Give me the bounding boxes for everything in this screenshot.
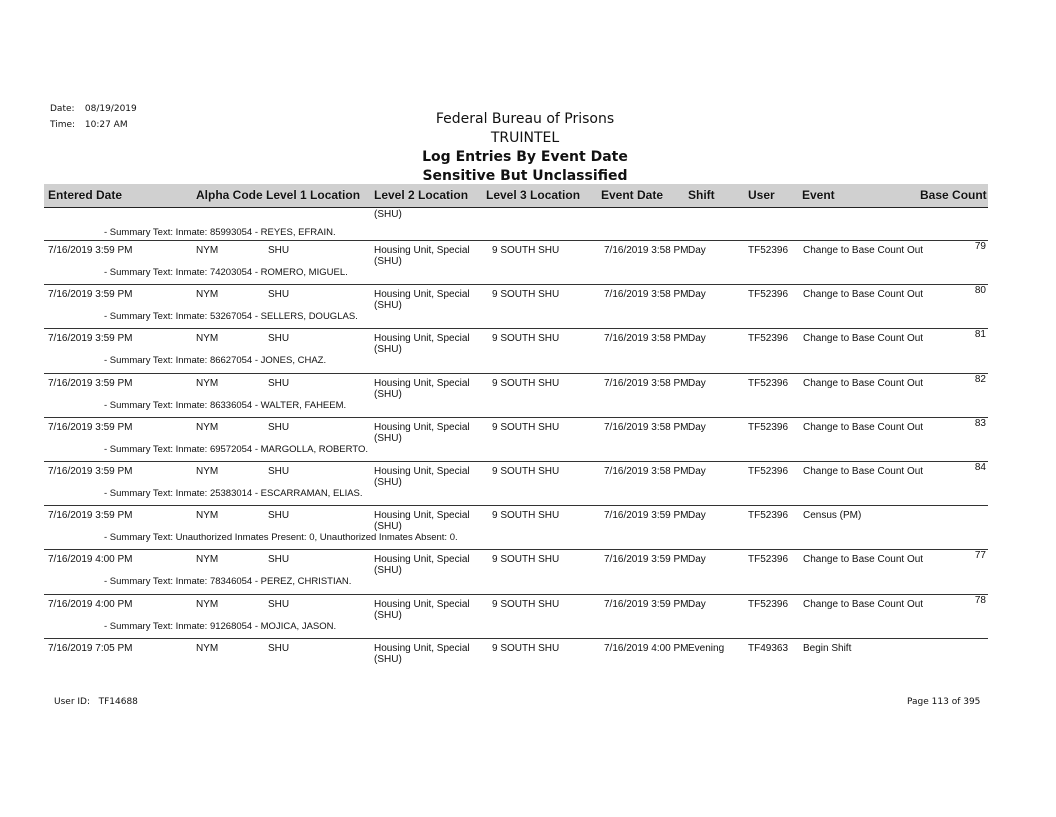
cell-event-date: 7/16/2019 3:58 PM (604, 466, 689, 477)
report-date-value: 08/19/2019 (84, 104, 137, 114)
cell-entered-date: 7/16/2019 3:59 PM (48, 422, 133, 433)
cell-level1-location: SHU (268, 422, 290, 433)
cell-base-count: 77 (974, 550, 986, 561)
cell-level3-location: 9 SOUTH SHU (492, 333, 560, 344)
cell-alpha-code: NYM (196, 422, 219, 433)
row-divider (44, 373, 988, 374)
cell-base-count: 79 (974, 241, 986, 252)
cell-level1-location: SHU (268, 289, 290, 300)
cell-level3-location: 9 SOUTH SHU (492, 643, 560, 654)
footer-user-id: TF14688 (98, 697, 138, 707)
title-classification: Sensitive But Unclassified (422, 168, 628, 184)
cell-user: TF52396 (748, 289, 789, 300)
cell-level2-location: Housing Unit, Special (SHU) (374, 554, 470, 576)
cell-user: TF52396 (748, 422, 789, 433)
row-summary: - Summary Text: Inmate: 86336054 - WALTER, FAHEEM. (104, 400, 347, 411)
table-header (44, 184, 988, 208)
col-level2: Level 2 Location (374, 188, 469, 202)
footer-user: User ID: TF14688 (54, 697, 138, 707)
cell-level3-location: 9 SOUTH SHU (492, 466, 560, 477)
cell-level3-location: 9 SOUTH SHU (492, 422, 560, 433)
cell-level1-location: SHU (268, 599, 290, 610)
cell-level2-location: Housing Unit, Special (SHU) (374, 289, 470, 311)
row-summary: - Summary Text: Inmate: 53267054 - SELLERS, DOUGLAS. (104, 311, 358, 322)
row-summary: - Summary Text: Inmate: 69572054 - MARGOLLA, ROBERTO. (104, 444, 368, 455)
cell-entered-date: 7/16/2019 3:59 PM (48, 289, 133, 300)
cell-alpha-code: NYM (196, 510, 219, 521)
cell-level1-location: SHU (268, 466, 290, 477)
cell-entered-date: 7/16/2019 3:59 PM (48, 466, 133, 477)
cell-entered-date: 7/16/2019 3:59 PM (48, 510, 133, 521)
cell-event-date: 7/16/2019 3:59 PM (604, 554, 689, 565)
cell-level1-location: SHU (268, 245, 290, 256)
cell-event-date: 7/16/2019 4:00 PM (604, 643, 689, 654)
cell-level2-location: Housing Unit, Special (SHU) (374, 466, 470, 488)
cell-alpha-code: NYM (196, 245, 219, 256)
col-base-count: Base Count (920, 188, 987, 202)
report-date: Date: 08/19/2019 (50, 104, 137, 114)
title-report-name: Log Entries By Event Date (422, 149, 628, 165)
cell-level2-location: Housing Unit, Special (SHU) (374, 422, 470, 444)
cell-base-count: 80 (974, 285, 986, 296)
row-summary: - Summary Text: Unauthorized Inmates Present: 0, Unauthorized Inmates Absent: 0. (104, 532, 458, 543)
cell-entered-date: 7/16/2019 3:59 PM (48, 245, 133, 256)
cell-base-count: 78 (974, 595, 986, 606)
row-divider (44, 505, 988, 506)
cell-entered-date: 7/16/2019 4:00 PM (48, 554, 133, 565)
cell-alpha-code: NYM (196, 599, 219, 610)
cell-shift: Day (688, 378, 706, 389)
row-divider (44, 240, 988, 241)
cell-alpha-code: NYM (196, 643, 219, 654)
cell-event-date: 7/16/2019 3:58 PM (604, 422, 689, 433)
cell-shift: Day (688, 289, 706, 300)
cell-user: TF52396 (748, 599, 789, 610)
cell-level3-location: 9 SOUTH SHU (492, 378, 560, 389)
row-divider (44, 638, 988, 639)
row-summary: - Summary Text: Inmate: 78346054 - PEREZ, CHRISTIAN. (104, 576, 352, 587)
cell-event-date: 7/16/2019 3:58 PM (604, 333, 689, 344)
cell-shift: Day (688, 554, 706, 565)
title-system: TRUINTEL (490, 130, 560, 146)
cell-level2-location: Housing Unit, Special (SHU) (374, 599, 470, 621)
row-summary: - Summary Text: Inmate: 86627054 - JONES, CHAZ. (104, 355, 327, 366)
cell-shift: Day (688, 510, 706, 521)
cell-entered-date: 7/16/2019 3:59 PM (48, 333, 133, 344)
cell-event-date: 7/16/2019 3:58 PM (604, 245, 689, 256)
row-divider (44, 417, 988, 418)
cell-alpha-code: NYM (196, 289, 219, 300)
page-number: Page 113 of 395 (907, 697, 981, 707)
cell-event: Census (PM) (803, 510, 862, 521)
report-title (0, 110, 1056, 186)
cell-entered-date: 7/16/2019 3:59 PM (48, 378, 133, 389)
row-summary: - Summary Text: Inmate: 25383014 - ESCARRAMAN, ELIAS. (104, 488, 363, 499)
cell-level2-location: Housing Unit, Special (SHU) (374, 378, 470, 400)
cell-level3-location: 9 SOUTH SHU (492, 554, 560, 565)
cell-level2-location: Housing Unit, Special (SHU) (374, 333, 470, 355)
cell-alpha-code: NYM (196, 378, 219, 389)
cell-user: TF52396 (748, 333, 789, 344)
cell-shift: Day (688, 466, 706, 477)
cell-event: Change to Base Count Out (803, 422, 924, 433)
report-time-value: 10:27 AM (84, 120, 128, 130)
col-event-date: Event Date (601, 188, 664, 202)
cell-event-date: 7/16/2019 3:58 PM (604, 289, 689, 300)
row-divider (44, 461, 988, 462)
cell-alpha-code: NYM (196, 554, 219, 565)
cell-user: TF52396 (748, 554, 789, 565)
cell-level3-location: 9 SOUTH SHU (492, 599, 560, 610)
cell-alpha-code: NYM (196, 466, 219, 477)
cell-alpha-code: NYM (196, 333, 219, 344)
cell-event: Change to Base Count Out (803, 466, 924, 477)
cell-event-date: 7/16/2019 3:58 PM (604, 378, 689, 389)
cell-event: Change to Base Count Out (803, 378, 924, 389)
cell-level2-location: Housing Unit, Special (SHU) (374, 643, 470, 665)
cell-level1-location: SHU (268, 554, 290, 565)
cell-shift: Evening (688, 643, 725, 654)
cell-event-date: 7/16/2019 3:59 PM (604, 510, 689, 521)
cell-shift: Day (688, 422, 706, 433)
cell-event: Change to Base Count Out (803, 333, 924, 344)
cell-event: Change to Base Count Out (803, 599, 924, 610)
row-summary: - Summary Text: Inmate: 91268054 - MOJICA, JASON. (104, 621, 337, 632)
cell-level3-location: 9 SOUTH SHU (492, 245, 560, 256)
row-divider (44, 594, 988, 595)
col-entered-date: Entered Date (48, 188, 123, 202)
cell-entered-date: 7/16/2019 4:00 PM (48, 599, 133, 610)
cell-level2-location: Housing Unit, Special (SHU) (374, 510, 470, 532)
col-event: Event (802, 188, 835, 202)
cell-shift: Day (688, 599, 706, 610)
cell-user: TF52396 (748, 510, 789, 521)
cell-base-count: 83 (974, 418, 986, 429)
cell-level1-location: SHU (268, 333, 290, 344)
title-agency: Federal Bureau of Prisons (435, 111, 615, 127)
cell-user: TF49363 (748, 643, 789, 654)
cell-user: TF52396 (748, 378, 789, 389)
cell-shift: Day (688, 333, 706, 344)
cell-user: TF52396 (748, 466, 789, 477)
cell-event: Change to Base Count Out (803, 289, 924, 300)
carryover-summary: - Summary Text: Inmate: 85993054 - REYES, EFRAIN. (104, 227, 336, 238)
carryover-level2: (SHU) (374, 209, 402, 220)
cell-level1-location: SHU (268, 510, 290, 521)
cell-base-count: 84 (974, 462, 986, 473)
cell-event: Change to Base Count Out (803, 245, 924, 256)
row-divider (44, 549, 988, 550)
cell-shift: Day (688, 245, 706, 256)
col-alpha-code: Alpha Code Level 1 Location (196, 188, 361, 202)
cell-event: Change to Base Count Out (803, 554, 924, 565)
row-divider (44, 284, 988, 285)
cell-user: TF52396 (748, 245, 789, 256)
cell-base-count: 81 (974, 329, 986, 340)
row-divider (44, 328, 988, 329)
cell-entered-date: 7/16/2019 7:05 PM (48, 643, 133, 654)
cell-level1-location: SHU (268, 643, 290, 654)
cell-event-date: 7/16/2019 3:59 PM (604, 599, 689, 610)
cell-level2-location: Housing Unit, Special (SHU) (374, 245, 470, 267)
col-level3: Level 3 Location (486, 188, 581, 202)
col-shift: Shift (688, 188, 715, 202)
cell-level3-location: 9 SOUTH SHU (492, 289, 560, 300)
cell-event: Begin Shift (803, 643, 852, 654)
cell-base-count: 82 (974, 374, 986, 385)
row-summary: - Summary Text: Inmate: 74203054 - ROMERO, MIGUEL. (104, 267, 348, 278)
cell-level3-location: 9 SOUTH SHU (492, 510, 560, 521)
report-time: Time: 10:27 AM (50, 120, 128, 130)
col-user: User (748, 188, 775, 202)
cell-level1-location: SHU (268, 378, 290, 389)
